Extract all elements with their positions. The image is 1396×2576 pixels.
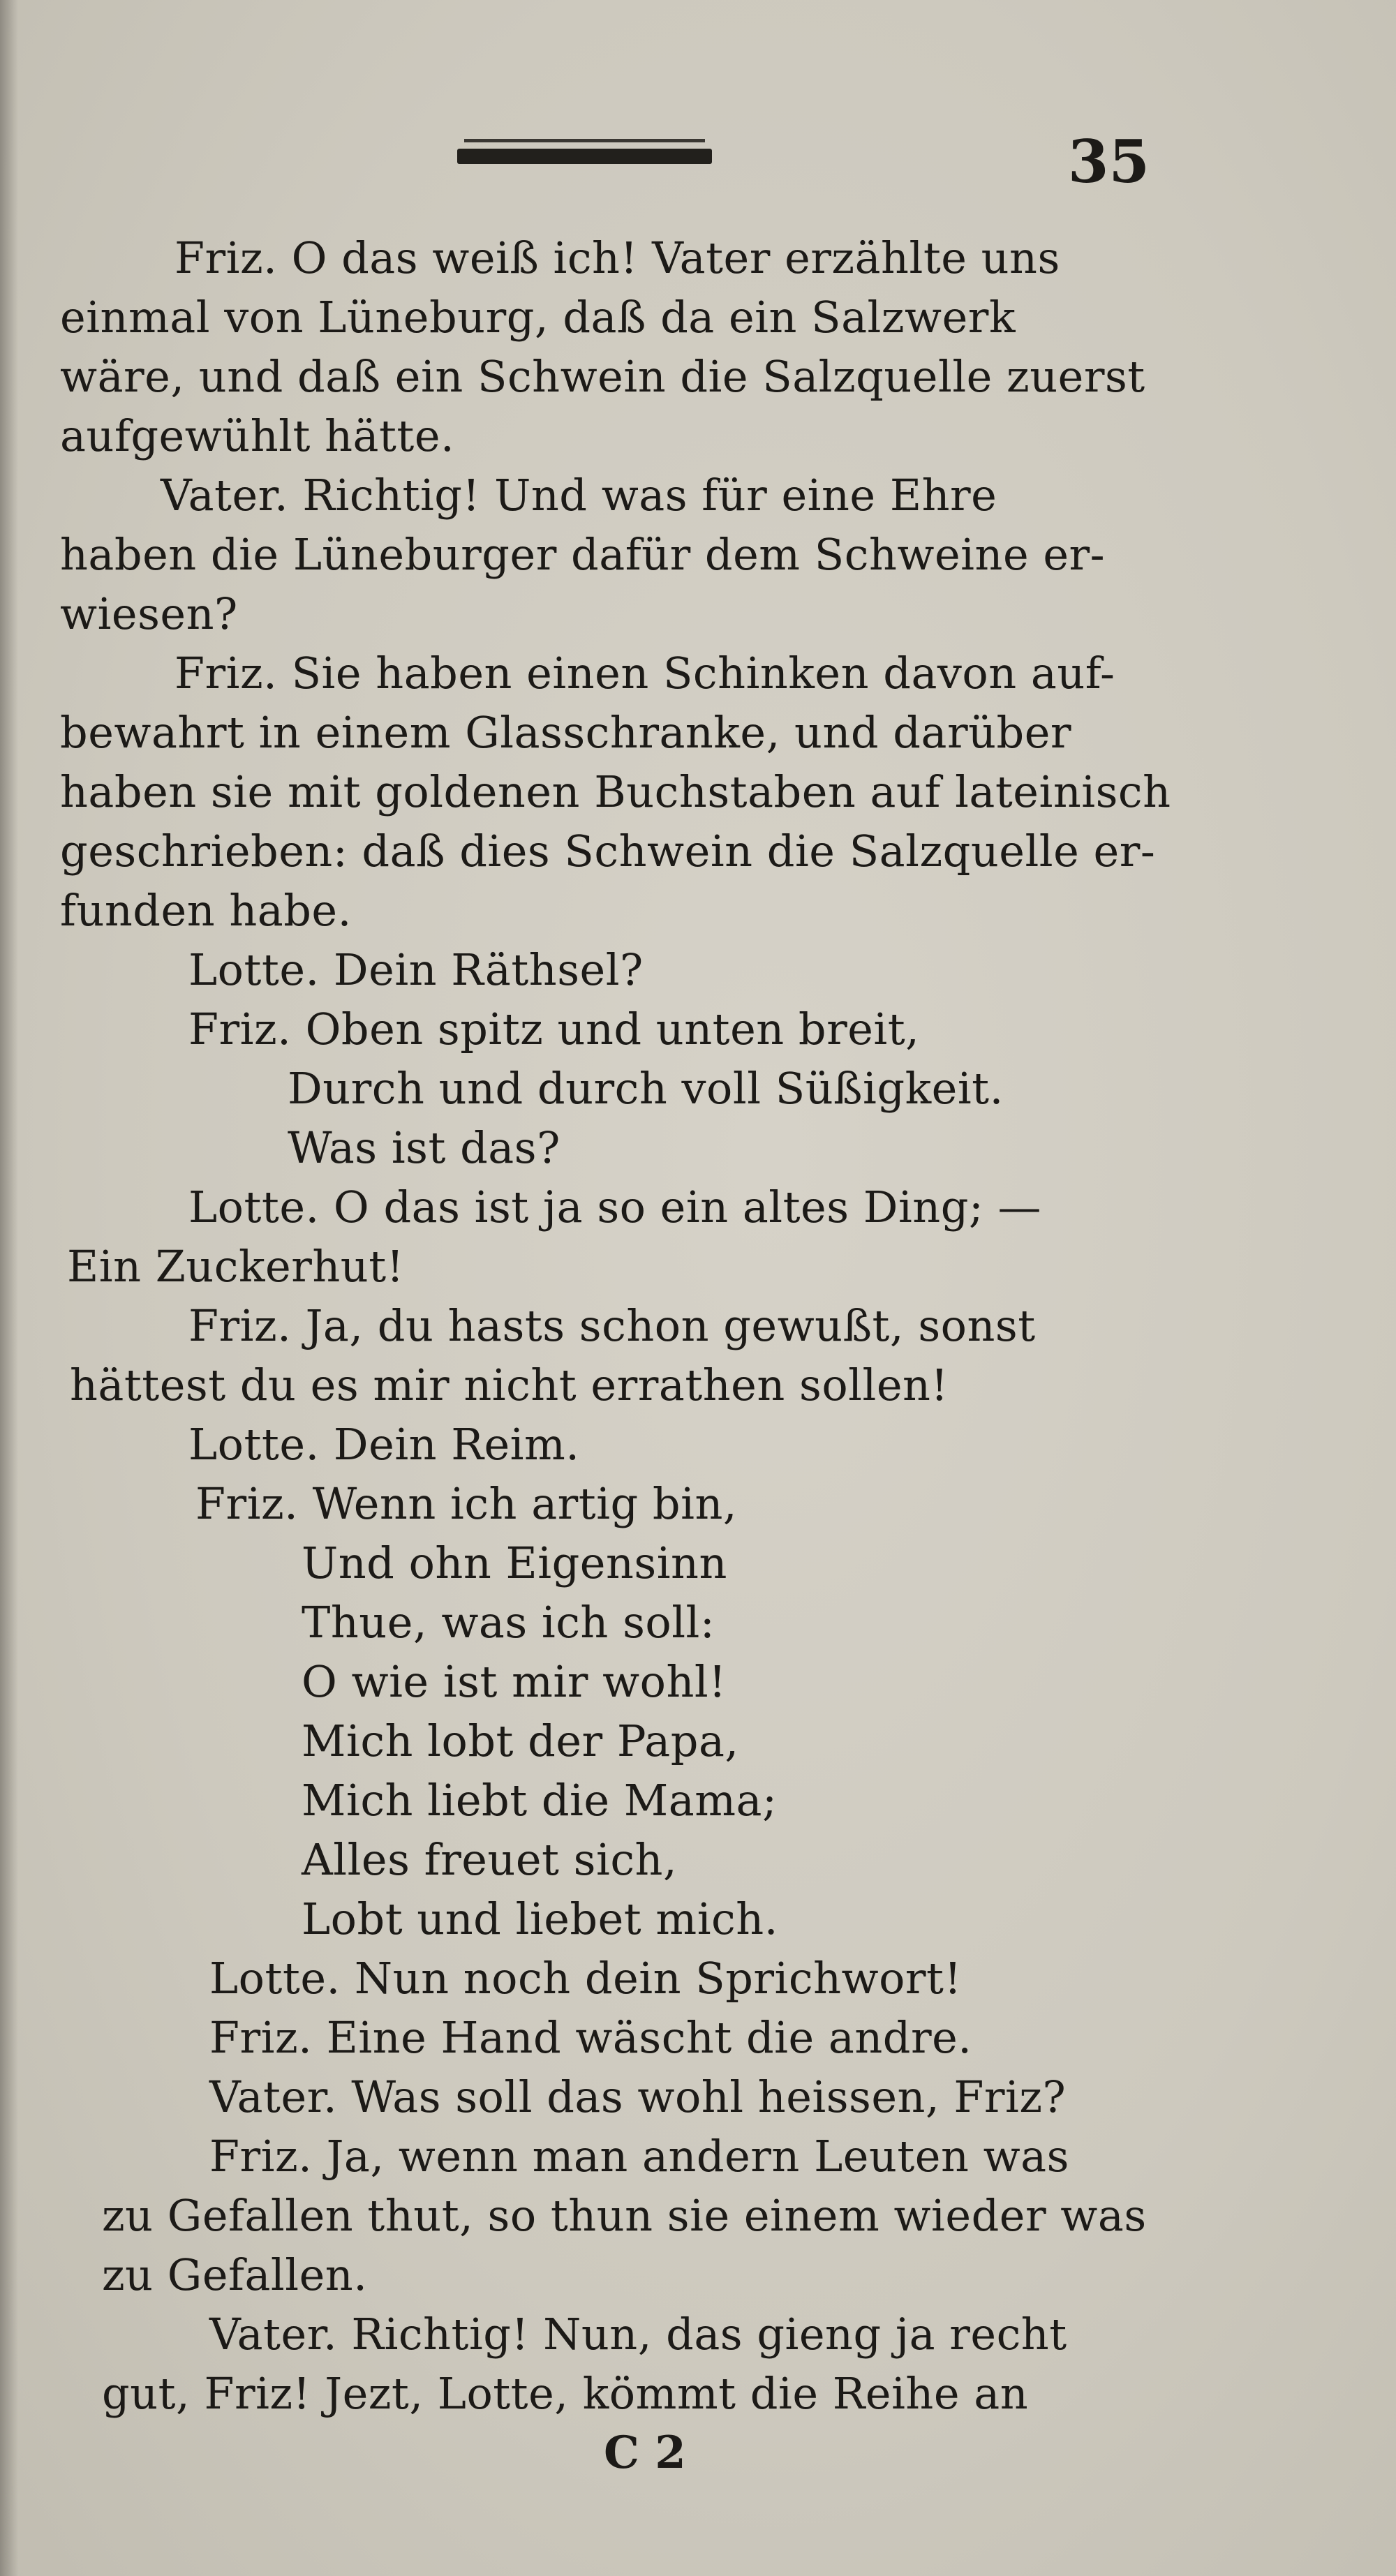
text-line-9: bewahrt in einem Glasschranke, und darüber: [60, 707, 1072, 758]
text-line-30: Lotte. Nun noch dein Sprichwort!: [209, 1953, 962, 2004]
text-line-13: Lotte. Dein Räthsel?: [188, 944, 644, 995]
text-line-32: Vater. Was soll das wohl heissen, Friz?: [209, 2071, 1067, 2122]
text-line-8: Friz. Sie haben einen Schinken davon auf-: [174, 648, 1115, 699]
text-line-25: O wie ist mir wohl!: [302, 1656, 727, 1707]
text-line-35: zu Gefallen.: [102, 2249, 368, 2300]
text-line-22: Friz. Wenn ich artig bin,: [195, 1478, 738, 1529]
text-line-16: Was ist das?: [288, 1122, 560, 1173]
text-line-12: funden habe.: [60, 885, 352, 936]
text-line-37: gut, Friz! Jezt, Lotte, kömmt die Reihe an: [102, 2368, 1029, 2419]
header-rule: [457, 149, 712, 164]
text-line-20: hättest du es mir nicht errathen sollen!: [70, 1360, 949, 1410]
text-line-36: Vater. Richtig! Nun, das gieng ja recht: [209, 2309, 1067, 2360]
text-line-34: zu Gefallen thut, so thun sie einem wieder was: [102, 2190, 1147, 2241]
text-line-5: Vater. Richtig! Und was für eine Ehre: [161, 470, 997, 521]
text-line-11: geschrieben: daß dies Schwein die Salzquelle er-: [60, 826, 1156, 877]
text-line-7: wiesen?: [60, 588, 238, 639]
text-line-2: einmal von Lüneburg, daß da ein Salzwerk: [60, 292, 1016, 343]
page-number: 35: [1068, 127, 1150, 196]
text-line-10: haben sie mit goldenen Buchstaben auf lateinisch: [60, 766, 1171, 817]
text-line-28: Alles freuet sich,: [302, 1834, 678, 1885]
text-line-17: Lotte. O das ist ja so ein altes Ding; —: [188, 1182, 1042, 1233]
text-line-33: Friz. Ja, wenn man andern Leuten was: [209, 2131, 1069, 2182]
text-line-3: wäre, und daß ein Schwein die Salzquelle zuerst: [60, 351, 1145, 402]
binding-shadow: [0, 0, 18, 2576]
text-line-19: Friz. Ja, du hasts schon gewußt, sonst: [188, 1300, 1036, 1351]
text-line-27: Mich liebt die Mama;: [302, 1775, 778, 1826]
text-line-18: Ein Zuckerhut!: [67, 1241, 405, 1292]
signature-mark: C 2: [604, 2427, 686, 2479]
text-line-26: Mich lobt der Papa,: [302, 1715, 739, 1766]
text-line-15: Durch und durch voll Süßigkeit.: [288, 1063, 1004, 1114]
text-line-1: Friz. O das weiß ich! Vater erzählte uns: [174, 232, 1060, 283]
text-line-14: Friz. Oben spitz und unten breit,: [188, 1004, 920, 1055]
text-line-24: Thue, was ich soll:: [302, 1597, 715, 1648]
text-line-29: Lobt und liebet mich.: [302, 1893, 778, 1944]
text-line-4: aufgewühlt hätte.: [60, 410, 455, 461]
text-line-31: Friz. Eine Hand wäscht die andre.: [209, 2012, 972, 2063]
text-line-21: Lotte. Dein Reim.: [188, 1419, 580, 1470]
text-line-6: haben die Lüneburger dafür dem Schweine er-: [60, 529, 1106, 580]
text-line-23: Und ohn Eigensinn: [302, 1538, 727, 1588]
